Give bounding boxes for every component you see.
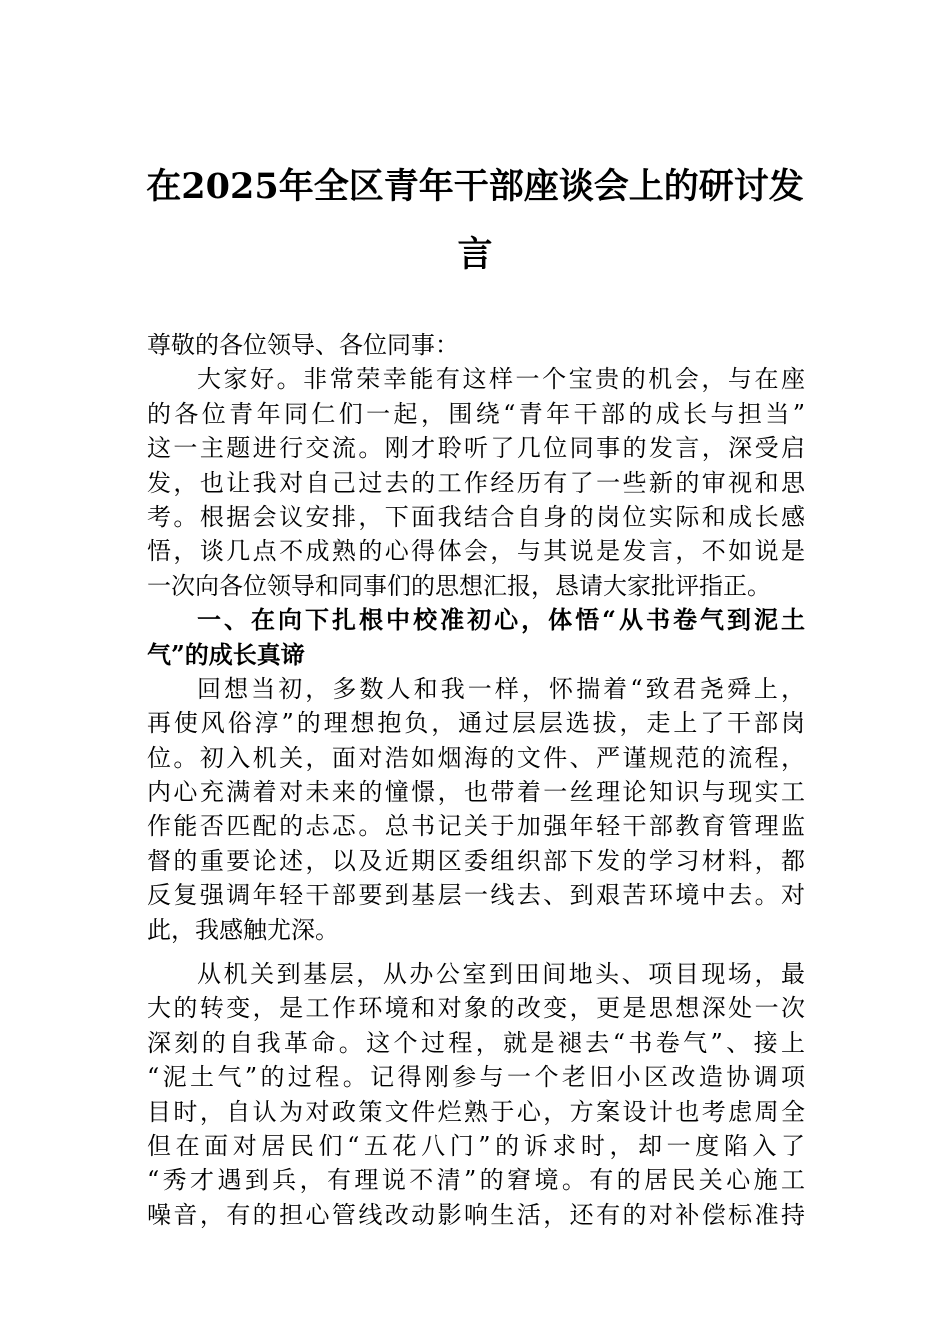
text-line: 再使风俗淳”的理想抱负，通过层层选拔，走上了干部岗 (147, 709, 805, 738)
paragraph (147, 672, 805, 947)
text-line: 作能否匹配的忐忑。总书记关于加强年轻干部教育管理监 (147, 812, 805, 841)
text-line: 考。根据会议安排，下面我结合自身的岗位实际和成长感 (147, 502, 805, 531)
paragraph (147, 957, 805, 1232)
text-line: “秀才遇到兵，有理说不清”的窘境。有的居民关心施工 (147, 1166, 805, 1195)
document-title-line-2: 言 (457, 234, 493, 275)
text-line: “泥土气”的过程。记得刚参与一个老旧小区改造协调项 (147, 1063, 805, 1092)
text-line: 反复强调年轻干部要到基层一线去、到艰苦环境中去。对 (147, 881, 805, 910)
text-line: 此，我感触尤深。 (147, 915, 339, 944)
text-line: 目时，自认为对政策文件烂熟于心，方案设计也考虑周全 (147, 1097, 805, 1126)
salutation: 尊敬的各位领导、各位同事： (147, 331, 459, 359)
text-line: 发，也让我对自己过去的工作经历有了一些新的审视和思 (147, 468, 805, 497)
text-line: 从机关到基层，从办公室到田间地头、项目现场，最 (197, 960, 805, 989)
text-line: 一次向各位领导和同事们的思想汇报，恳请大家批评指正。 (147, 571, 771, 600)
text-line: 气”的成长真谛 (147, 639, 305, 669)
text-line: 悟，谈几点不成熟的心得体会，与其说是发言，不如说是 (147, 537, 805, 566)
paragraph (147, 362, 805, 603)
text-line: 的各位青年同仁们一起，围绕“青年干部的成长与担当” (147, 399, 805, 428)
document-title-line-1: 在2025年全区青年干部座谈会上的研讨发 (146, 166, 804, 207)
text-line: 督的重要论述，以及近期区委组织部下发的学习材料，都 (147, 846, 805, 875)
text-line: 一、在向下扎根中校准初心，体悟“从书卷气到泥土 (197, 605, 805, 635)
document-body (147, 328, 805, 1232)
text-line: 这一主题进行交流。刚才聆听了几位同事的发言，深受启 (147, 434, 805, 463)
text-line: 大家好。非常荣幸能有这样一个宝贵的机会，与在座 (197, 365, 805, 394)
text-line: 大的转变，是工作环境和对象的改变，更是思想深处一次 (147, 994, 805, 1023)
text-line: 噪音，有的担心管线改动影响生活，还有的对补偿标准持 (147, 1200, 805, 1229)
text-line: 深刻的自我革命。这个过程，就是褪去“书卷气”、接上 (147, 1028, 805, 1057)
section-heading (147, 603, 805, 672)
text-line: 回想当初，多数人和我一样，怀揣着“致君尧舜上， (197, 674, 805, 703)
text-line: 内心充满着对未来的憧憬，也带着一丝理论知识与现实工 (147, 778, 805, 807)
text-line: 但在面对居民们“五花八门”的诉求时，却一度陷入了 (147, 1131, 805, 1160)
text-line: 位。初入机关，面对浩如烟海的文件、严谨规范的流程， (147, 743, 805, 772)
